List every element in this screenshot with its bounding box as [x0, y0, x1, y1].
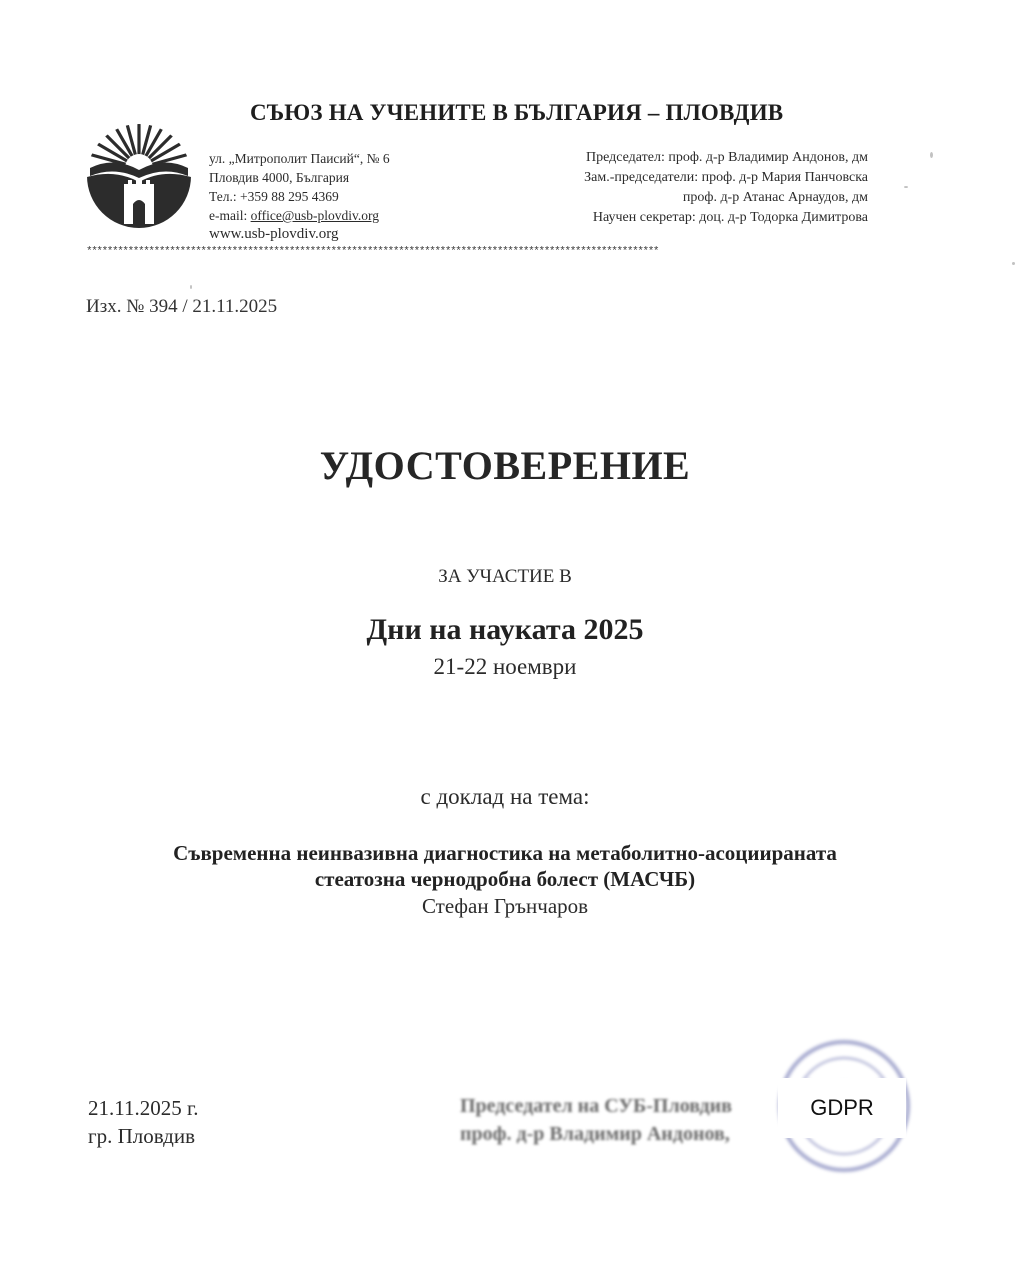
issue-date: 21.11.2025 г.	[88, 1096, 199, 1120]
issue-place: гр. Пловдив	[88, 1124, 195, 1148]
event-dates: 21-22 ноември	[433, 654, 577, 679]
event-name: Дни на науката 2025	[366, 613, 644, 646]
letterhead-separator: **************************************************************************************************************	[86, 246, 659, 258]
reference-number: Изх. № 394 / 21.11.2025	[86, 296, 278, 317]
org-logo	[84, 118, 194, 230]
report-title	[0, 840, 1010, 892]
email-link[interactable]: office@usb-plovdiv.org	[250, 208, 380, 223]
officers-block	[440, 148, 868, 228]
report-intro: с доклад на тема:	[420, 784, 590, 809]
website-link[interactable]: www.usb-plovdiv.org	[209, 226, 339, 242]
report-title-line-1: Съвременна неинвазивна диагностика на метаболитно-асоциираната	[173, 841, 837, 865]
officer-deputy-2: проф. д-р Атанас Арнаудов, дм	[682, 190, 868, 205]
scan-speck	[904, 186, 908, 188]
report-author: Стефан Грънчаров	[421, 894, 589, 918]
signatory-role: Председател на СУБ-Пловдив	[460, 1095, 732, 1117]
scan-speck	[190, 285, 192, 289]
organization-name: СЪЮЗ НА УЧЕНИТЕ В БЪЛГАРИЯ – ПЛОВДИВ	[250, 100, 784, 125]
address-city: Пловдив 4000, България	[209, 170, 350, 185]
report-title-line-2: стеатозна чернодробна болест (МАСЧБ)	[314, 867, 696, 891]
email-line	[209, 206, 390, 225]
email-prefix: e-mail:	[209, 208, 251, 223]
officer-chairman: Председател: проф. д-р Владимир Андонов, дм	[585, 150, 868, 165]
signature-block	[460, 1092, 732, 1148]
address-street: ул. „Митрополит Паисий“, № 6	[209, 151, 390, 166]
document-title: УДОСТОВЕРЕНИЕ	[319, 443, 691, 488]
participation-label: ЗА УЧАСТИЕ В	[438, 566, 572, 587]
gdpr-redaction-label: GDPR	[778, 1078, 906, 1138]
scan-speck	[1012, 262, 1015, 265]
officer-deputy-1: Зам.-председатели: проф. д-р Мария Панчовска	[584, 170, 868, 185]
signatory-name: проф. д-р Владимир Андонов,	[460, 1123, 730, 1145]
phone-number: Тел.: +359 88 295 4369	[209, 189, 339, 204]
officer-secretary: Научен секретар: доц. д-р Тодорка Димитрова	[592, 210, 868, 225]
contact-block	[209, 149, 390, 244]
issue-block	[88, 1094, 198, 1150]
scan-speck	[930, 152, 933, 158]
